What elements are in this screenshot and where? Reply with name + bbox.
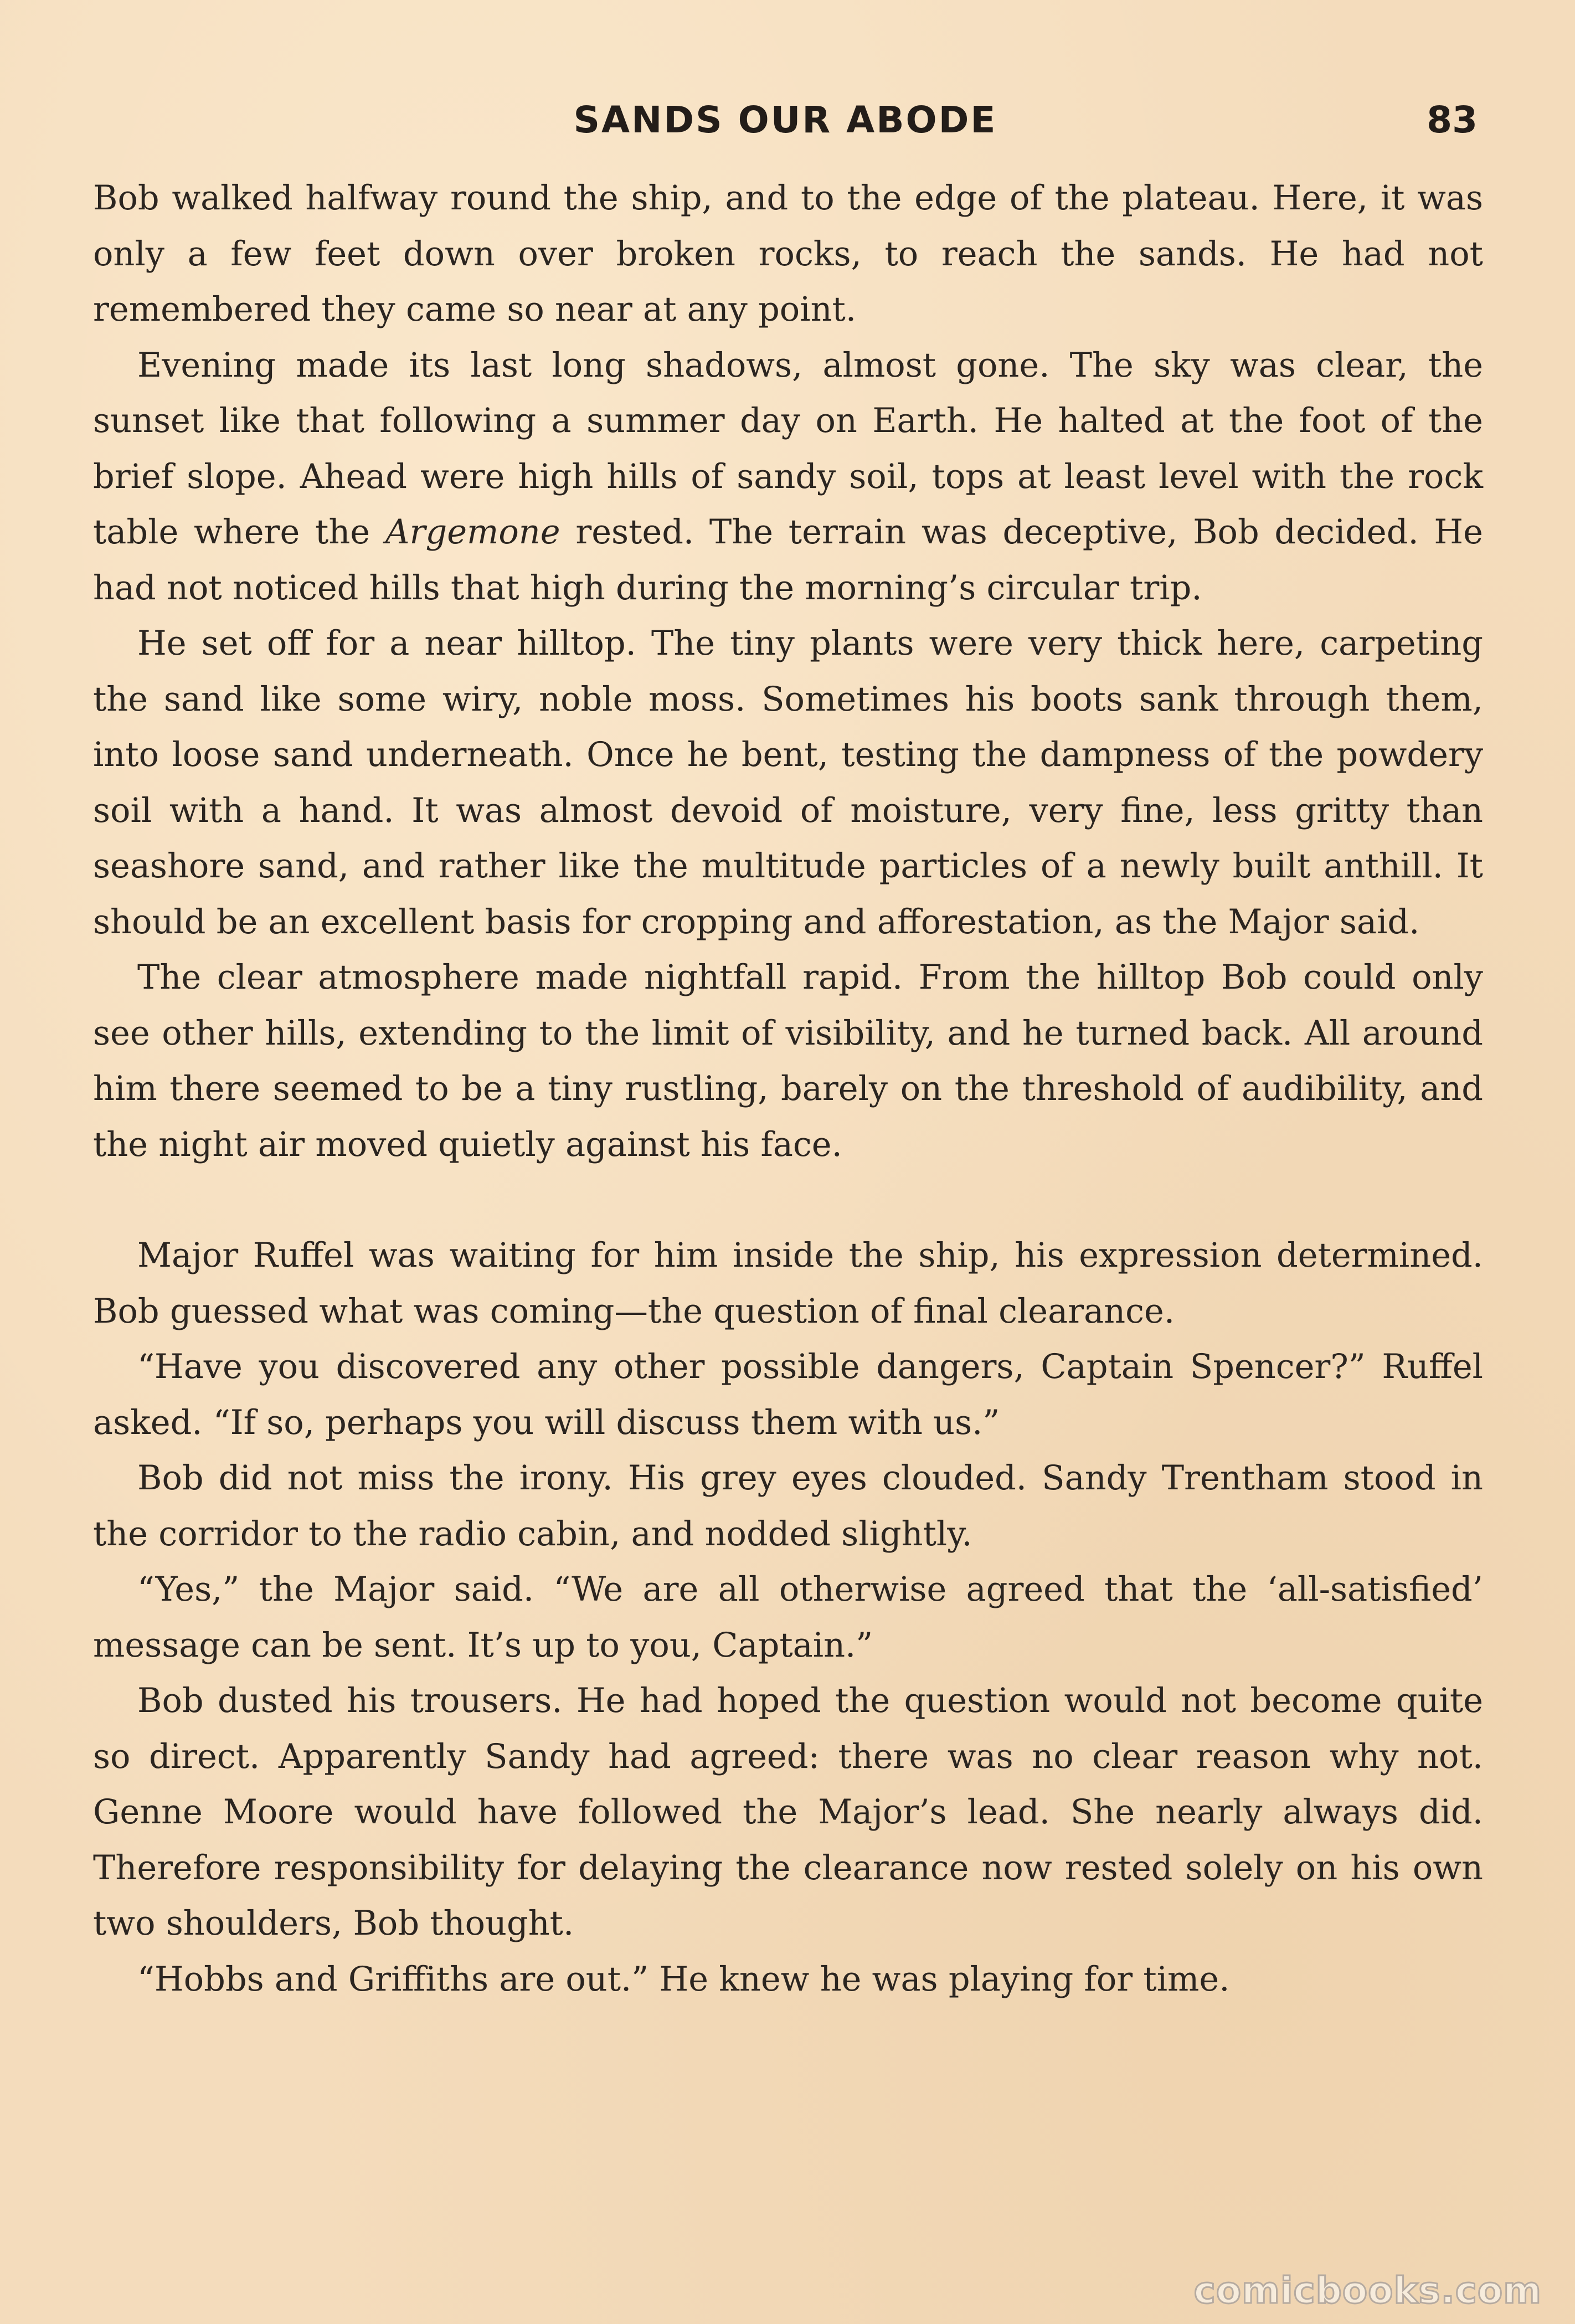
section-break <box>93 1173 1483 1228</box>
paragraph: “Yes,” the Major said. “We are all otherwise agreed that the ‘all-satisfied’ message can be sent. It’s up to you, Captain.” <box>93 1570 1483 1665</box>
running-head <box>93 99 1478 154</box>
paragraph: Bob did not miss the irony. His grey eyes clouded. Sandy Trentham stood in the corridor to the radio cabin, and nodded slightly. <box>93 1459 1483 1554</box>
chapter-title: SANDS OUR ABODE <box>573 99 997 141</box>
paragraph: Bob dusted his trousers. He had hoped the question would not become quite so direct. Apparently Sandy had agreed: there was no clear reason why not. Genne Moore would have followed the Major’s lead. She nearly always did. Therefore responsibility for delaying the clearance now rested solely on his own two shoulders, Bob thought. <box>93 1682 1483 1943</box>
paragraph <box>93 338 1483 616</box>
body-text <box>93 171 1483 2007</box>
paragraph: Bob walked halfway round the ship, and to the edge of the plateau. Here, it was only a few feet down over broken rocks, to reach the sands. He had not remembered they came so near at any point. <box>93 179 1483 329</box>
page-number: 83 <box>1427 99 1478 141</box>
paragraph: The clear atmosphere made nightfall rapid. From the hilltop Bob could only see other hills, extending to the limit of visibility, and he turned back. All around him there seemed to be a tiny rustling, barely on the threshold of audibility, and the night air moved quietly against his face. <box>93 958 1483 1164</box>
ship-name: Argemone <box>385 513 560 552</box>
paragraph-text: rested. The terrain was deceptive, Bob decided. He had not noticed hills that high during the morning’s circular trip. <box>93 513 1483 608</box>
watermark: comicbooks.com <box>1193 2269 1542 2312</box>
paragraph: “Have you discovered any other possible dangers, Captain Spencer?” Ruffel asked. “If so, perhaps you will discuss them with us.” <box>93 1348 1483 1442</box>
paragraph: He set off for a near hilltop. The tiny plants were very thick here, carpeting the sand like some wiry, noble moss. Sometimes his boots sank through them, into loose sand underneath. Once he bent, testing the dampness of the powdery soil with a hand. It was almost devoid of moisture, very fine, less gritty than seashore sand, and rather like the multitude particles of a newly built anthill. It should be an excellent basis for cropping and afforestation, as the Major said. <box>93 624 1483 942</box>
paragraph: Major Ruffel was waiting for him inside the ship, his expression determined. Bob guessed what was coming—the question of final clearance. <box>93 1236 1483 1331</box>
paragraph-text: Evening made its last long shadows, almost gone. The sky was clear, the sunset like that following a summer day on Earth. He halted at the foot of the brief slope. Ahead were high hills of sandy soil, tops at least level with the rock table where the <box>93 346 1483 552</box>
paragraph: “Hobbs and Griffiths are out.” He knew he was playing for time. <box>137 1960 1230 1999</box>
